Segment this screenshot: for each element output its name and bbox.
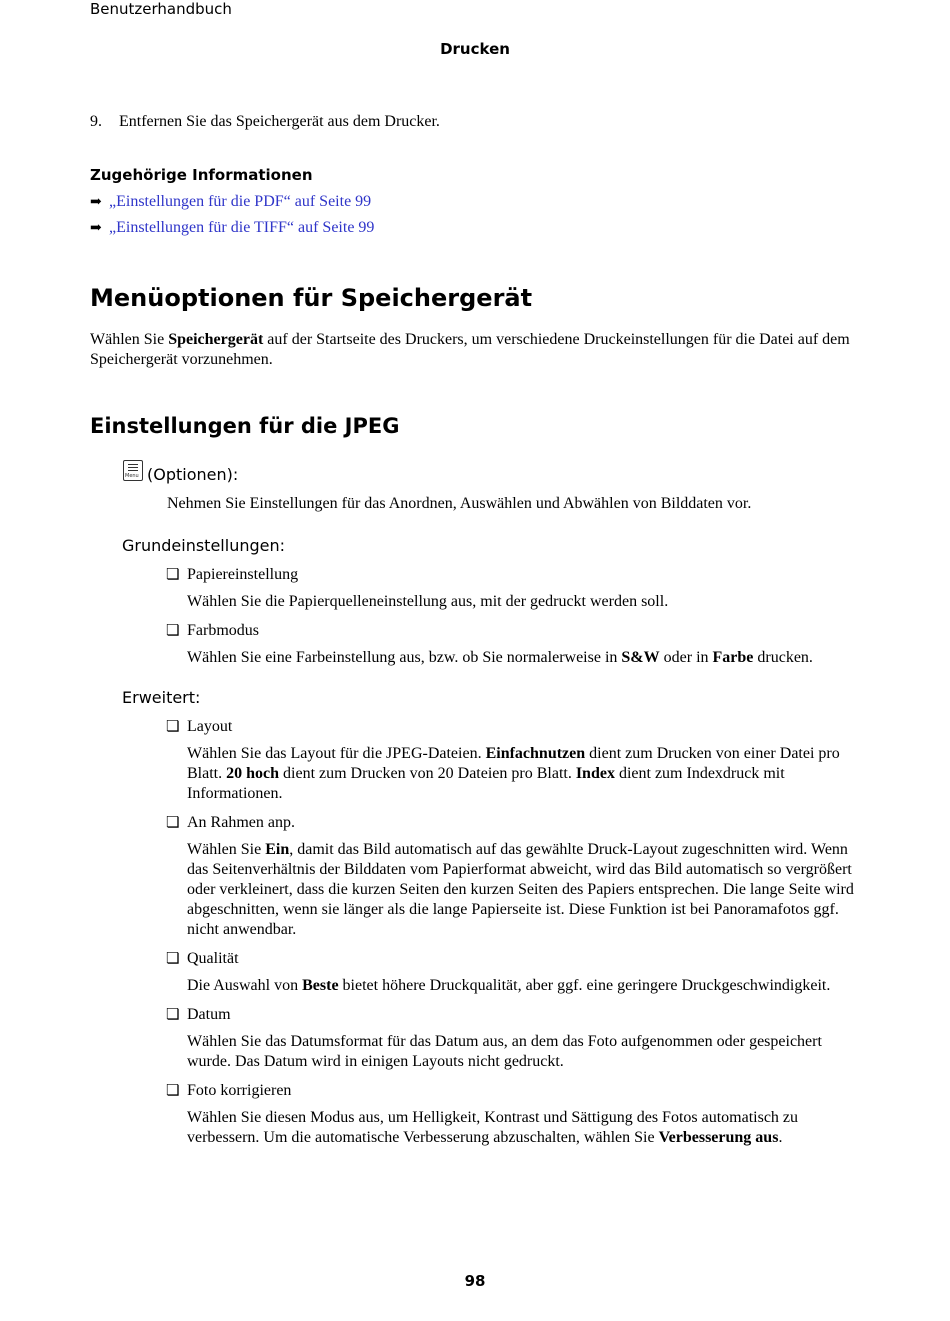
basic-settings-label: Grundeinstellungen: <box>122 536 285 555</box>
item-photo-fix: ❏ Foto korrigieren <box>166 1081 292 1099</box>
section-heading-jpeg: Einstellungen für die JPEG <box>90 414 400 438</box>
paper-setting-desc: Wählen Sie die Papierquelleneinstellung aus, mit der gedruckt werden soll. <box>187 593 669 610</box>
checkbox-bullet-icon: ❏ <box>166 565 180 583</box>
item-fit-frame: ❏ An Rahmen anp. <box>166 813 295 831</box>
options-label: (Optionen): <box>147 465 239 484</box>
item-color-mode: ❏ Farbmodus <box>166 621 259 639</box>
checkbox-bullet-icon: ❏ <box>166 621 180 639</box>
item-quality: ❏ Qualität <box>166 949 239 967</box>
checkbox-bullet-icon: ❏ <box>166 1005 180 1023</box>
section-title: Drucken <box>440 40 510 58</box>
layout-desc: Wählen Sie das Layout für die JPEG-Dateien. Einfachnutzen dient zum Drucken von einer Datei pro Blatt. 20 hoch dient zum Drucken von 20 Dateien pro Blatt. Index dient zum Indexdruck mit Informationen. <box>187 745 840 802</box>
step-number: 9. <box>90 113 102 130</box>
page-number: 98 <box>464 1272 486 1290</box>
color-mode-desc: Wählen Sie eine Farbeinstellung aus, bzw. ob Sie normalerweise in S&W oder in Farbe drucken. <box>187 649 813 666</box>
checkbox-bullet-icon: ❏ <box>166 813 180 831</box>
intro-paragraph: Wählen Sie Speichergerät auf der Startseite des Druckers, um verschiedene Druckeinstellungen für die Datei auf dem Speichergerät vorzunehmen. <box>90 331 850 368</box>
options-description: Nehmen Sie Einstellungen für das Anordnen, Auswählen und Abwählen von Bilddaten vor. <box>167 495 752 512</box>
arrow-right-icon: ➡ <box>90 221 102 236</box>
link-text[interactable]: „Einstellungen für die TIFF“ auf Seite 99 <box>109 219 375 236</box>
quality-desc: Die Auswahl von Beste bietet höhere Druckqualität, aber ggf. eine geringere Druckgeschwindigkeit. <box>187 977 831 994</box>
item-layout: ❏ Layout <box>166 717 233 735</box>
related-link-pdf[interactable] <box>90 193 371 211</box>
item-paper-setting: ❏ Papiereinstellung <box>166 565 299 583</box>
arrow-right-icon: ➡ <box>90 195 102 210</box>
item-date: ❏ Datum <box>166 1005 231 1023</box>
page-title: Menüoptionen für Speichergerät <box>90 284 533 312</box>
checkbox-bullet-icon: ❏ <box>166 949 180 967</box>
related-link-tiff[interactable] <box>90 219 374 237</box>
checkbox-bullet-icon: ❏ <box>166 717 180 735</box>
menu-icon: Menu <box>123 460 143 481</box>
link-text[interactable]: „Einstellungen für die PDF“ auf Seite 99 <box>109 193 372 210</box>
date-desc: Wählen Sie das Datumsformat für das Datum aus, an dem das Foto aufgenommen oder gespeichert wurde. Das Datum wird in einigen Layouts nicht gedruckt. <box>187 1033 822 1070</box>
manual-title: Benutzerhandbuch <box>90 0 232 18</box>
checkbox-bullet-icon: ❏ <box>166 1081 180 1099</box>
step-9 <box>90 113 440 131</box>
photo-fix-desc: Wählen Sie diesen Modus aus, um Helligkeit, Kontrast und Sättigung des Fotos automatisch zu verbessern. Um die automatische Verbesserung abzuschalten, wählen Sie Verbesserung aus. <box>187 1109 799 1146</box>
step-text: Entfernen Sie das Speichergerät aus dem Drucker. <box>119 113 440 130</box>
advanced-label: Erweitert: <box>122 688 201 707</box>
related-info-title: Zugehörige Informationen <box>90 166 313 184</box>
fit-frame-desc: Wählen Sie Ein, damit das Bild automatisch auf das gewählte Druck-Layout zugeschnitten wird. Wenn das Seitenverhältnis der Bilddaten vom Papierformat abweicht, wird das Bild automatisch so vergrößert oder verkleinert, dass die kurzen Seiten den kurzen Seiten des Papiers entsprechen. Die lange Seite wird abgeschnitten, wenn sie länger als die lange Papierseite ist. Diese Funktion ist bei Panoramafotos ggf. nicht anwendbar. <box>187 841 854 938</box>
